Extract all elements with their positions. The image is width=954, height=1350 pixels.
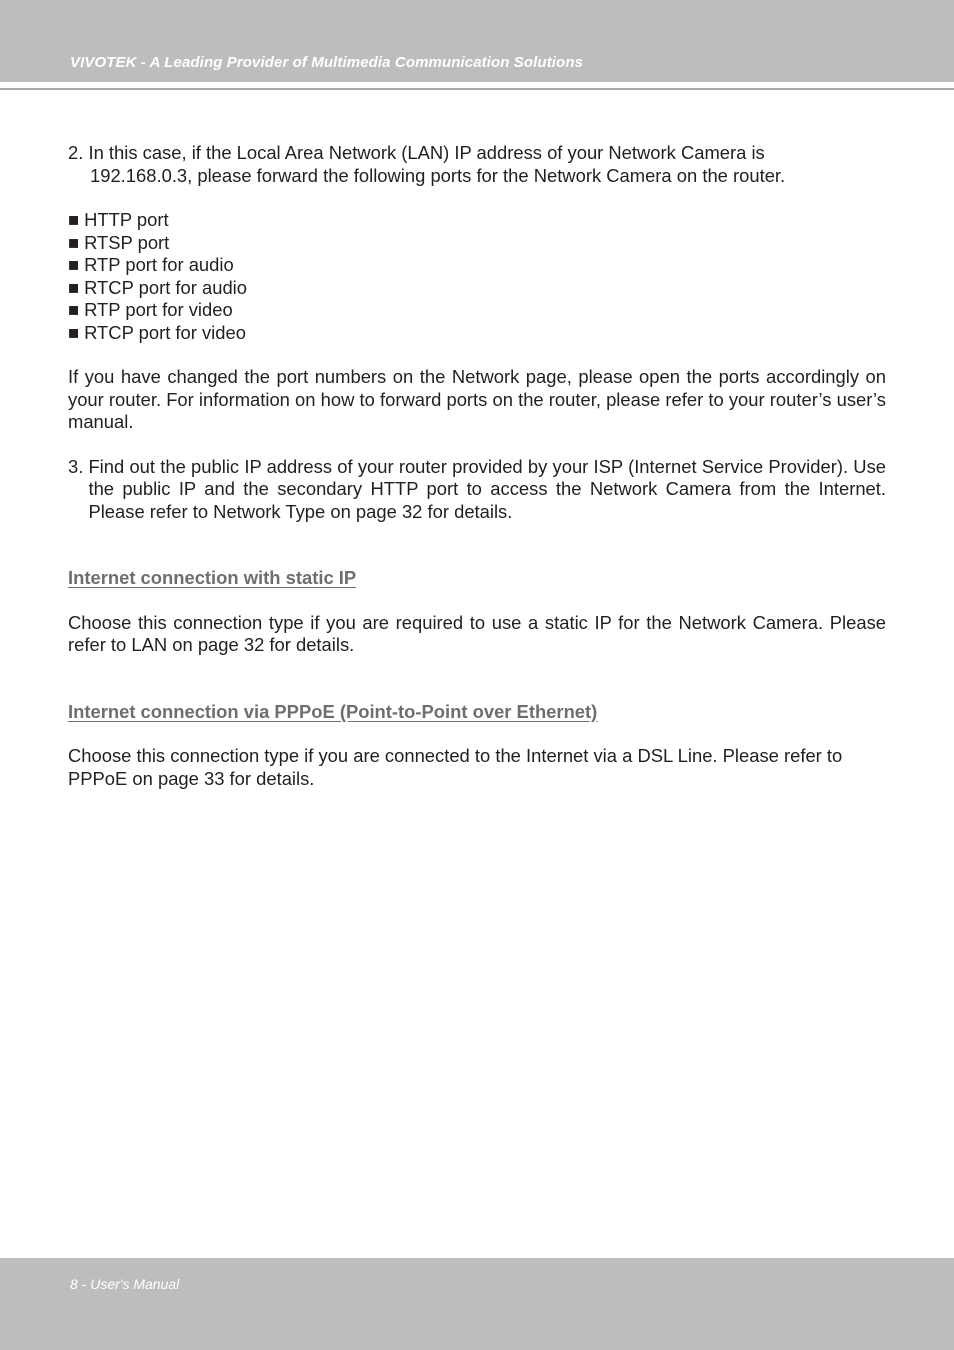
- header-divider: [0, 88, 954, 90]
- port-list: [68, 209, 886, 344]
- list-item: ■ RTP port for audio: [68, 254, 234, 275]
- step-3-number: 3.: [68, 455, 89, 477]
- static-ip-heading: Internet connection with static IP: [68, 567, 357, 588]
- step-2-line-1: In this case, if the Local Area Network (LAN) IP address of your Network Camera is: [88, 142, 765, 163]
- bullet-icon: ■: [68, 276, 80, 298]
- step-3: [68, 456, 886, 524]
- page-content: [68, 142, 886, 790]
- footer-bar: [0, 1258, 954, 1350]
- list-item: ■ RTCP port for video: [68, 321, 246, 343]
- step-2-body: [68, 142, 785, 187]
- step-3-text: Find out the public IP address of your router provided by your ISP (Internet Service Provider). Use the public IP and the secondary HTTP port to access the Network Camera from the Internet. Please refer to Network Type on page 32 for details.: [88, 455, 886, 522]
- port-change-note: If you have changed the port numbers on the Network page, please open the ports accordingly on your router. For information on how to forward ports on the router, please refer to your router’s user’s manual.: [68, 366, 886, 432]
- bullet-icon: ■: [68, 254, 80, 275]
- bullet-icon: ■: [68, 321, 80, 343]
- list-item: ■ RTCP port for audio: [68, 276, 247, 298]
- bullet-icon: ■: [68, 209, 80, 230]
- bullet-icon: ■: [68, 299, 80, 320]
- header-title: VIVOTEK - A Leading Provider of Multimedia Communication Solutions: [70, 54, 584, 71]
- list-item: ■ HTTP port: [68, 209, 169, 230]
- step-2: [68, 142, 886, 187]
- step-2-line-2: 192.168.0.3, please forward the following ports for the Network Camera on the router.: [90, 164, 786, 186]
- step-2-number: 2.: [68, 142, 89, 163]
- list-item: ■ RTP port for video: [68, 299, 233, 320]
- page-number-footer: 8 - User's Manual: [70, 1276, 180, 1292]
- bullet-icon: ■: [68, 231, 80, 253]
- list-item: ■ RTSP port: [68, 231, 170, 253]
- static-ip-text: Choose this connection type if you are required to use a static IP for the Network Camera. Please refer to LAN on page 32 for details.: [68, 611, 886, 655]
- pppoe-text: Choose this connection type if you are connected to the Internet via a DSL Line. Please refer to PPPoE on page 33 for details.: [68, 745, 843, 789]
- pppoe-heading: Internet connection via PPPoE (Point-to-Point over Ethernet): [68, 700, 598, 722]
